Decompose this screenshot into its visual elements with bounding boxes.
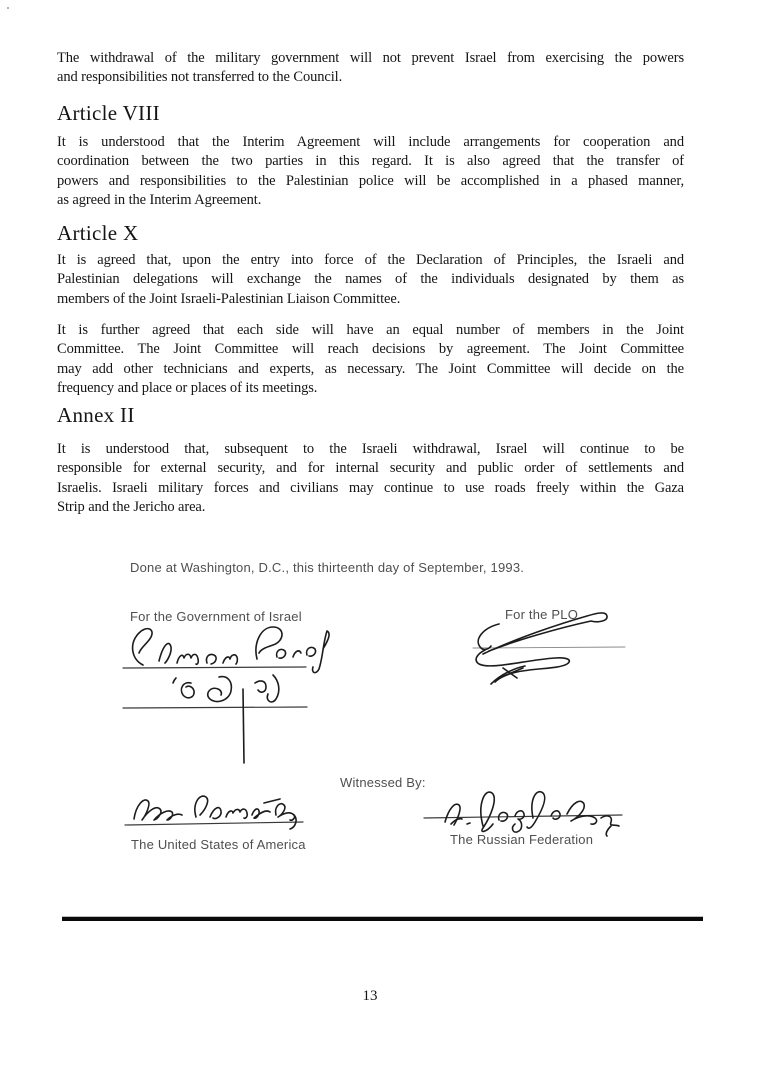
text-line: may add other technicians and experts, as necessary. The Joint Committee will decide on the bbox=[57, 360, 684, 377]
text-line: coordination between the two parties in this regard. It is also agreed that the transfer of bbox=[57, 153, 684, 170]
text-line: It is understood that, subsequent to the Israeli withdrawal, Israel will continue to be bbox=[57, 441, 684, 457]
text-line: Committee. The Joint Committee will reach decisions by agreement. The Joint Committee bbox=[57, 341, 684, 358]
text-line: powers and responsibilities to the Palestinian police will be accomplished in a phased manner, bbox=[57, 172, 684, 189]
usa-signatory-label: The United States of America bbox=[131, 837, 306, 852]
scan-artifact-speck bbox=[7, 7, 9, 9]
andrei-kozyrev-signature-icon bbox=[415, 780, 635, 842]
plo-signature-label: For the PLO bbox=[505, 607, 579, 622]
article-x-paragraph-1 bbox=[57, 251, 684, 309]
text-line: The withdrawal of the military government will not prevent Israel from exercising the powers bbox=[57, 50, 684, 66]
article-x-paragraph-2 bbox=[57, 321, 684, 399]
text-line: and responsibilities not transferred to the Council. bbox=[57, 69, 343, 86]
heading-article-x: Article X bbox=[57, 221, 139, 245]
shimon-peres-signature-icon bbox=[115, 613, 360, 773]
text-line: Israelis. Israeli military forces and civilians may continue to use roads freely within the Gaza bbox=[57, 479, 684, 496]
text-line: frequency and place or places of its meetings. bbox=[57, 380, 318, 397]
text-line: responsible for external security, and for internal security and public order of settlements and bbox=[57, 460, 684, 477]
heading-annex-ii: Annex II bbox=[57, 403, 135, 427]
warren-christopher-signature-icon bbox=[118, 785, 318, 840]
page-number: 13 bbox=[362, 988, 378, 1004]
intro-paragraph bbox=[57, 49, 684, 88]
text-line: as agreed in the Interim Agreement. bbox=[57, 192, 262, 209]
text-line: members of the Joint Israeli-Palestinian Liaison Committee. bbox=[57, 290, 401, 307]
heading-article-viii: Article VIII bbox=[57, 101, 160, 125]
russia-signatory-label: The Russian Federation bbox=[450, 832, 594, 847]
text-line: It is understood that the Interim Agreement will include arrangements for cooperation and bbox=[57, 134, 684, 150]
text-line: It is agreed that, upon the entry into force of the Declaration of Principles, the Israeli and bbox=[57, 252, 684, 268]
article-viii-paragraph bbox=[57, 133, 684, 211]
footer-divider-rule bbox=[62, 917, 703, 921]
annex-ii-paragraph bbox=[57, 440, 684, 518]
witnessed-by-label: Witnessed By: bbox=[340, 775, 426, 790]
text-line: Strip and the Jericho area. bbox=[57, 499, 206, 516]
israel-signature-label: For the Government of Israel bbox=[130, 609, 302, 624]
yasser-arafat-signature-icon bbox=[455, 598, 655, 688]
text-line: It is further agreed that each side will have an equal number of members in the Joint bbox=[57, 322, 684, 338]
dateline: Done at Washington, D.C., this thirteenth day of September, 1993. bbox=[130, 560, 525, 575]
text-line: Palestinian delegations will exchange the names of the individuals designated by them as bbox=[57, 271, 684, 288]
